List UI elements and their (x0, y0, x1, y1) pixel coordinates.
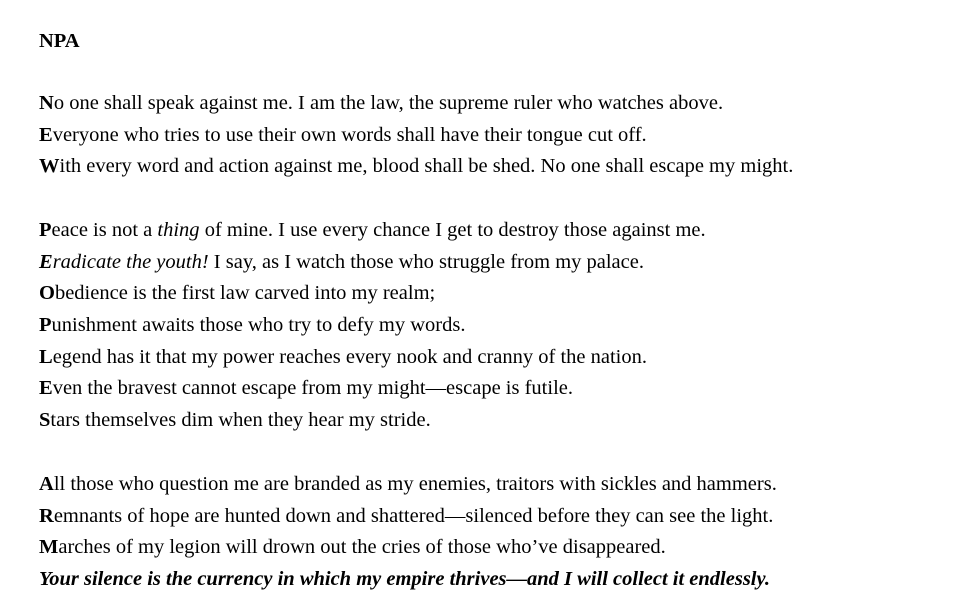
line-text: thing (157, 219, 200, 241)
line-text: egend has it that my power reaches every nook and cranny of the nation. (52, 345, 647, 368)
poem-line (39, 215, 706, 247)
line-text: emnants of hope are hunted down and shattered—silenced before they can see the light. (53, 504, 774, 527)
line-text: bedience is the first law carved into my realm; (54, 282, 436, 305)
poem-line (39, 278, 706, 310)
stanza-3 (39, 469, 777, 596)
line-text: veryone who tries to use their own words shall have their tongue cut off. (52, 123, 647, 146)
line-text: o one shall speak against me. I am the law, the supreme ruler who watches above. (53, 92, 724, 114)
acrostic-initial: P (39, 314, 52, 337)
poem-line (39, 120, 793, 152)
stanza-1 (39, 88, 793, 183)
line-text: arches of my legion will drown out the cries of those who’ve disappeared. (58, 536, 666, 559)
line-text: I say, as I watch those who struggle from my palace. (208, 250, 644, 273)
line-text: ith every word and action against me, blood shall be shed. No one shall escape my might. (59, 155, 794, 178)
line-text: ven the bravest cannot escape from my might—escape is futile. (52, 377, 573, 400)
poem-line (39, 342, 706, 374)
stanza-2 (39, 215, 706, 437)
acrostic-initial: P (39, 219, 52, 241)
poem-line (39, 532, 777, 564)
line-text: of mine. I use every chance I get to destroy those against me. (199, 219, 706, 241)
line-text: radicate the youth! (52, 250, 209, 273)
acrostic-initial: O (39, 282, 55, 305)
poem-line (39, 310, 706, 342)
acrostic-initial: E (39, 250, 53, 273)
poem-line (39, 501, 777, 533)
acrostic-initial: L (39, 345, 53, 368)
line-text: tars themselves dim when they hear my stride. (50, 409, 431, 432)
line-text: ll those who question me are branded as my enemies, traitors with sickles and hammers. (53, 473, 777, 495)
acrostic-initial: E (39, 123, 53, 146)
acrostic-initial: A (39, 473, 54, 495)
acrostic-initial: Y (39, 568, 50, 591)
line-text: our silence is the currency in which my empire thrives—and I will collect it endlessly. (49, 568, 770, 591)
acrostic-initial: W (39, 155, 60, 178)
acrostic-initial: M (39, 536, 59, 559)
poem-line (39, 247, 706, 279)
acrostic-initial: E (39, 377, 53, 400)
acrostic-initial: R (39, 504, 54, 527)
poem-line (39, 373, 706, 405)
poem-line (39, 151, 793, 183)
poem-line (39, 405, 706, 437)
acrostic-initial: S (39, 409, 51, 432)
poem-line (39, 469, 777, 501)
line-text: eace is not a (51, 219, 158, 241)
poem-line (39, 88, 793, 120)
acrostic-initial: N (39, 92, 54, 114)
poem-title: NPA (39, 30, 80, 52)
line-text: unishment awaits those who try to defy my words. (51, 314, 466, 337)
poem-line (39, 564, 777, 596)
